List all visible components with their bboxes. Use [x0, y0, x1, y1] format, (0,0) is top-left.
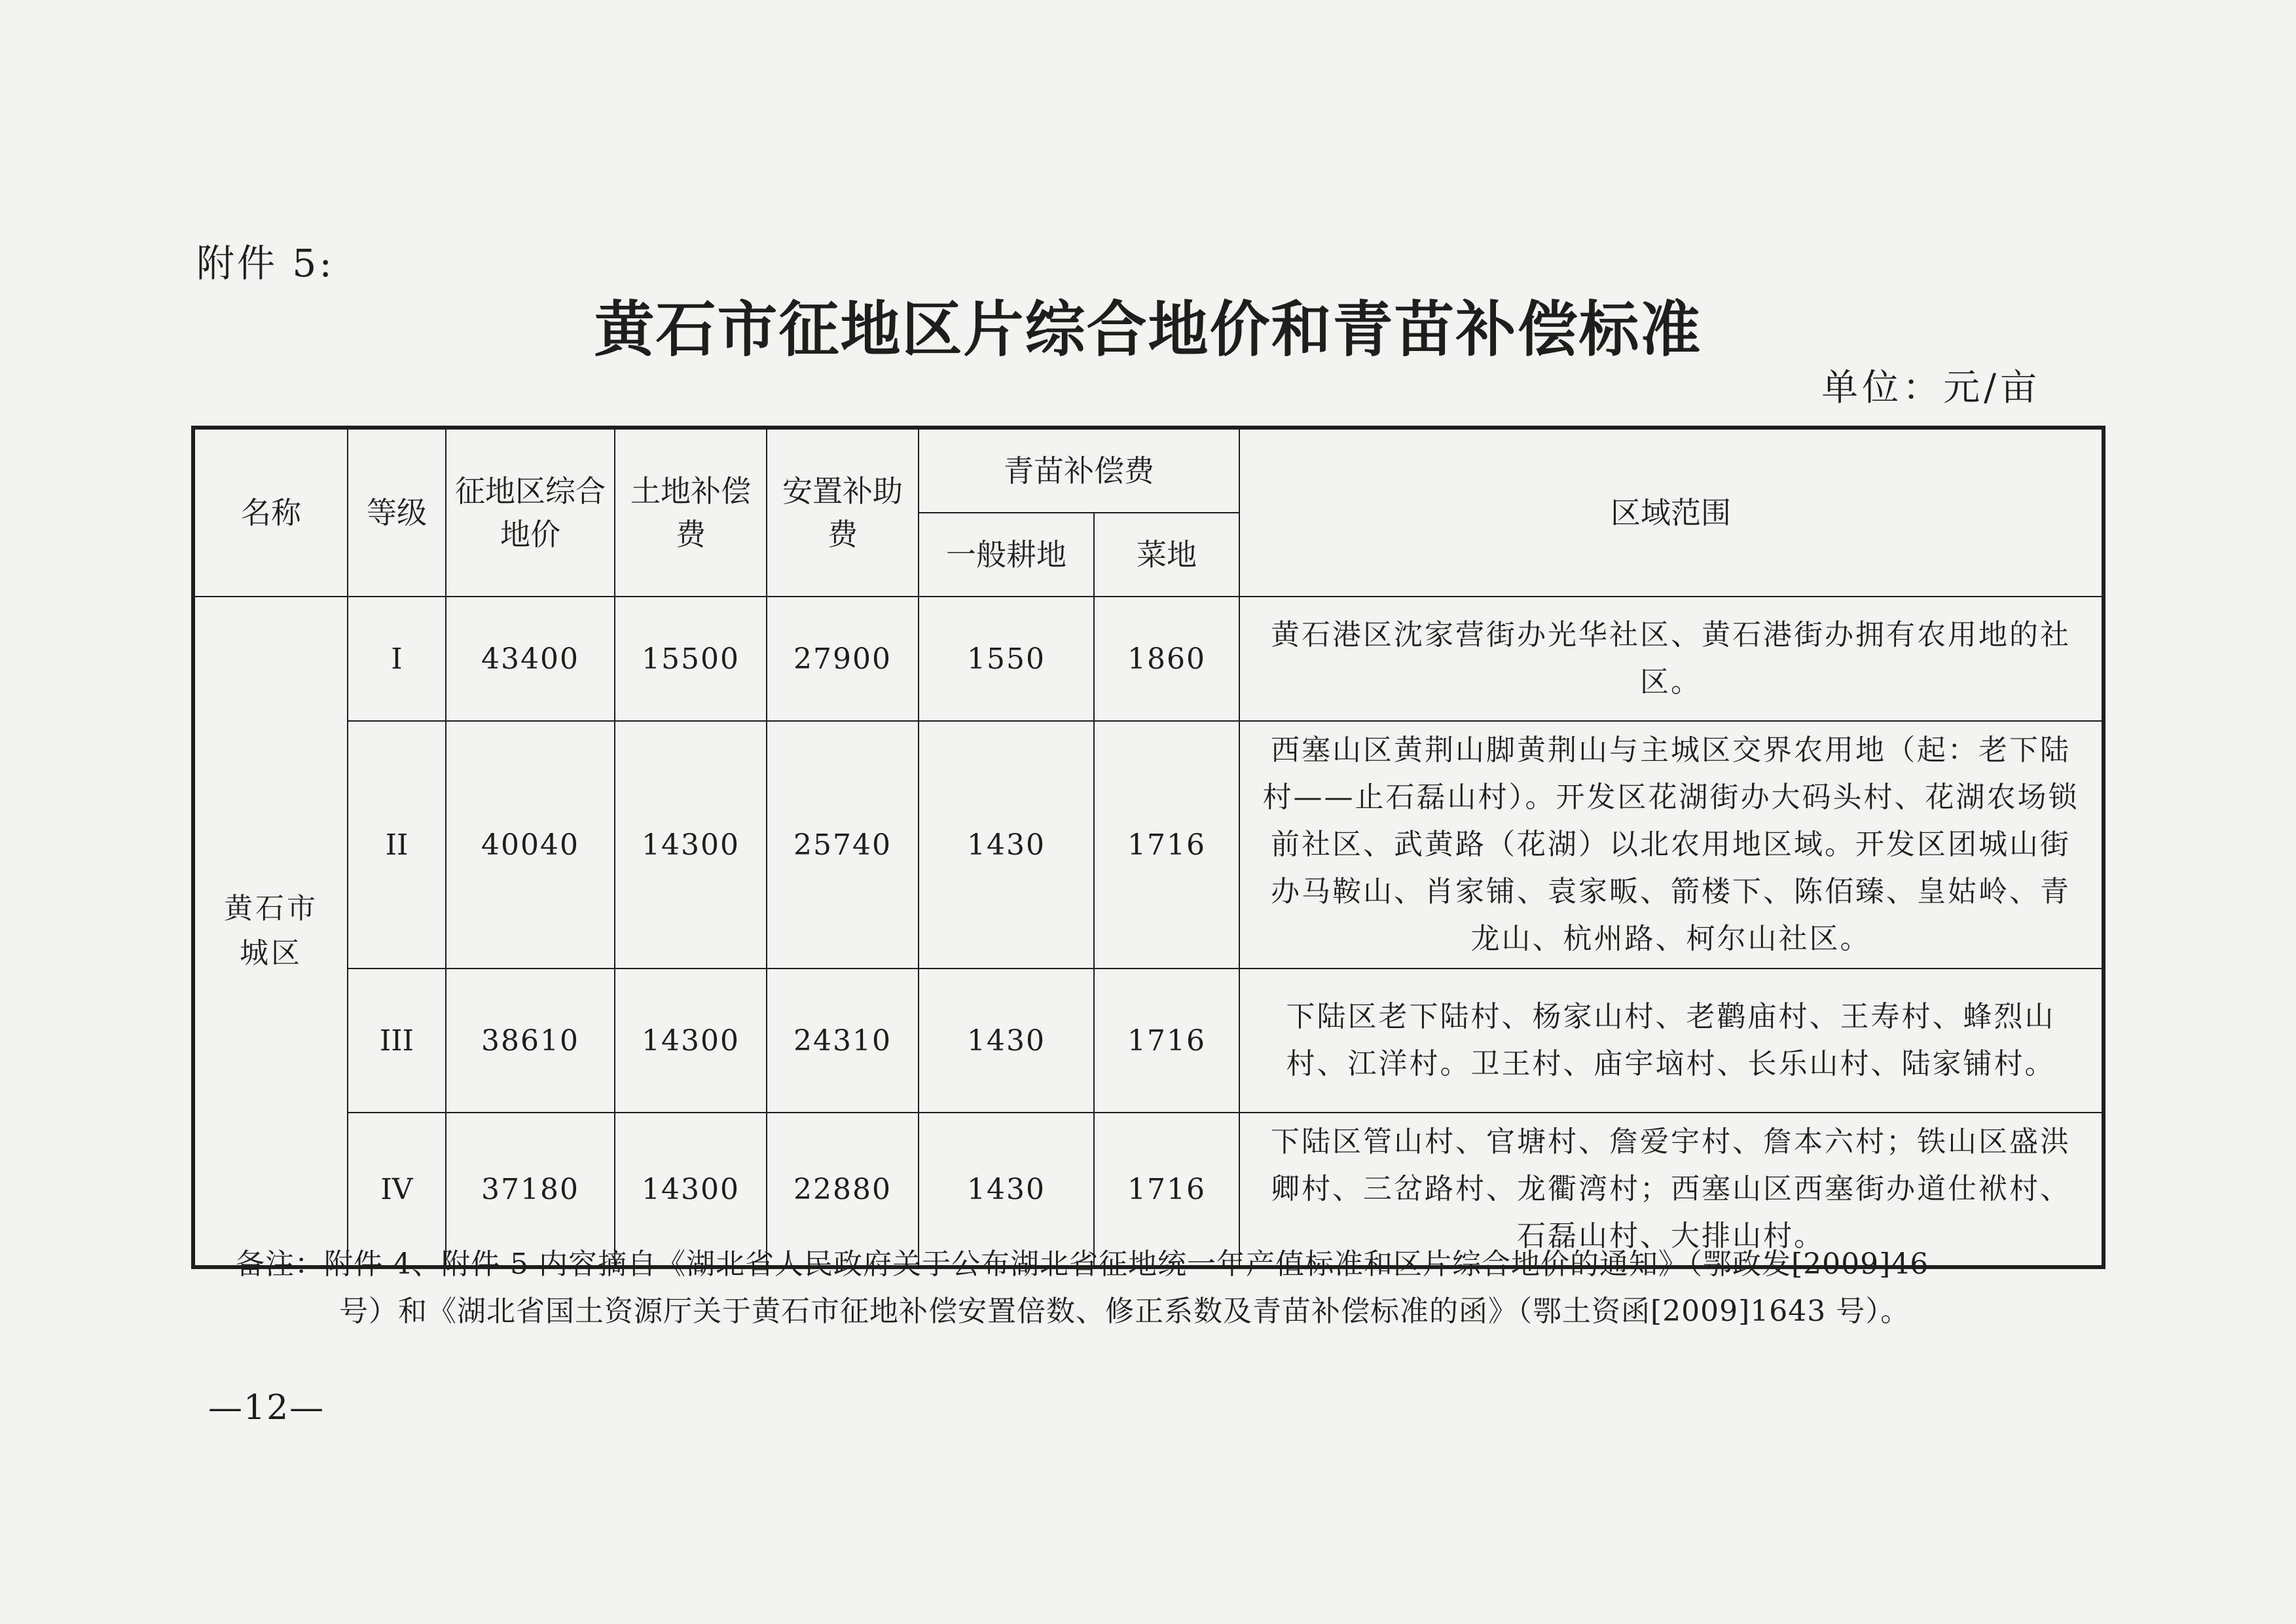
- region-scope-cell: 下陆区管山村、官塘村、詹爱宇村、詹本六村；铁山区盛洪卿村、三岔路村、龙衢湾村；西塞山区西塞街办道仕袱村、石磊山村、大排山村。: [1239, 1113, 2104, 1267]
- footnote-line-2: 号）和《湖北省国土资源厅关于黄石市征地补偿安置倍数、修正系数及青苗补偿标准的函》（鄂土资函[2009]1643 号）。: [339, 1295, 1910, 1328]
- unit-label: 单位：元/亩: [1821, 367, 2041, 409]
- table-row: [193, 721, 2104, 969]
- footnote: [236, 1241, 2062, 1335]
- general-farmland-cell: 1430: [919, 1113, 1094, 1267]
- vegetable-land-cell: 1860: [1094, 597, 1239, 721]
- header-vegetable-land: 菜地: [1094, 513, 1239, 597]
- resettlement-subsidy-cell: 27900: [767, 597, 919, 721]
- region-scope-cell: 西塞山区黄荆山脚黄荆山与主城区交界农用地（起：老下陆村——止石磊山村）。开发区花湖街办大码头村、花湖农场锁前社区、武黄路（花湖）以北农用地区域。开发区团城山街办马鞍山、肖家铺、袁家畈、箭楼下、陈佰臻、皇姑岭、青龙山、杭州路、柯尔山社区。: [1239, 721, 2104, 969]
- composite-price-cell: 37180: [446, 1113, 615, 1267]
- header-crop-compensation: 青苗补偿费: [919, 428, 1239, 513]
- table-row: [193, 597, 2104, 721]
- header-land-compensation: 土地补偿费: [615, 428, 767, 597]
- footnote-line-1: 备注：附件 4、附件 5 内容摘自《湖北省人民政府关于公布湖北省征地统一年产值标准和区片综合地价的通知》（鄂政发[2009]46: [236, 1247, 1929, 1281]
- land-compensation-cell: 14300: [615, 1113, 767, 1267]
- header-grade: 等级: [348, 428, 446, 597]
- composite-price-cell: 40040: [446, 721, 615, 969]
- header-resettlement-subsidy: 安置补助费: [767, 428, 919, 597]
- land-compensation-cell: 14300: [615, 969, 767, 1113]
- region-scope-cell: 黄石港区沈家营街办光华社区、黄石港街办拥有农用地的社区。: [1239, 597, 2104, 721]
- city-name: 黄石市城区: [193, 597, 348, 1267]
- grade-cell: I: [348, 597, 446, 721]
- grade-cell: II: [348, 721, 446, 969]
- compensation-table: [191, 426, 2105, 1269]
- general-farmland-cell: 1550: [919, 597, 1094, 721]
- table-row: [193, 969, 2104, 1113]
- header-name: 名称: [193, 428, 348, 597]
- land-compensation-cell: 15500: [615, 597, 767, 721]
- land-compensation-cell: 14300: [615, 721, 767, 969]
- resettlement-subsidy-cell: 25740: [767, 721, 919, 969]
- grade-cell: IV: [348, 1113, 446, 1267]
- vegetable-land-cell: 1716: [1094, 1113, 1239, 1267]
- vegetable-land-cell: 1716: [1094, 969, 1239, 1113]
- composite-price-cell: 43400: [446, 597, 615, 721]
- general-farmland-cell: 1430: [919, 969, 1094, 1113]
- region-scope-cell: 下陆区老下陆村、杨家山村、老鹳庙村、王寿村、蜂烈山村、江洋村。卫王村、庙宇垴村、长乐山村、陆家铺村。: [1239, 969, 2104, 1113]
- header-general-farmland: 一般耕地: [919, 513, 1094, 597]
- attachment-label: 附件 5:: [196, 241, 335, 286]
- header-composite-price: 征地区综合地价: [446, 428, 615, 597]
- general-farmland-cell: 1430: [919, 721, 1094, 969]
- composite-price-cell: 38610: [446, 969, 615, 1113]
- resettlement-subsidy-cell: 22880: [767, 1113, 919, 1267]
- grade-cell: III: [348, 969, 446, 1113]
- header-region-scope: 区域范围: [1239, 428, 2104, 597]
- document-title: 黄石市征地区片综合地价和青苗补偿标准: [594, 295, 1702, 365]
- page-number: —12—: [208, 1388, 325, 1428]
- resettlement-subsidy-cell: 24310: [767, 969, 919, 1113]
- vegetable-land-cell: 1716: [1094, 721, 1239, 969]
